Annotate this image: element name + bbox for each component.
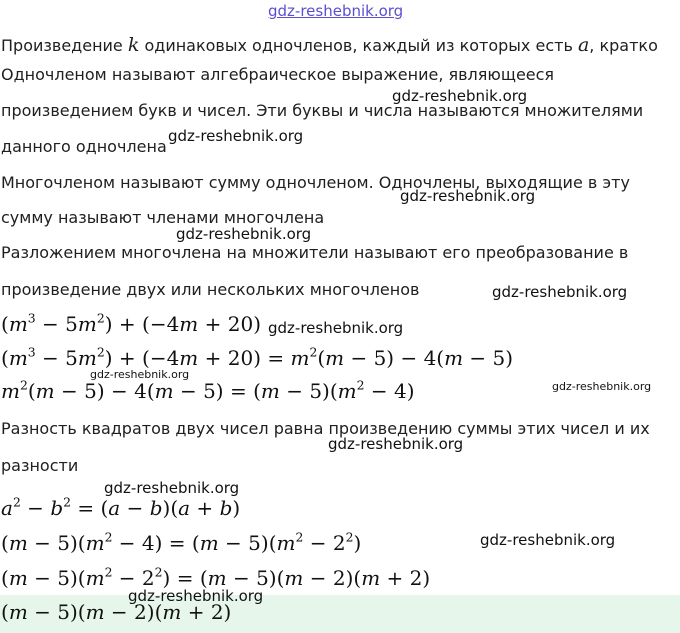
watermark: gdz-reshebnik.org (168, 127, 304, 145)
text-line-10: разности (1, 456, 79, 475)
text-line-2: Одночленом называют алгебраическое выражение, являющееся (1, 65, 555, 84)
text-line-4: данного одночлена (1, 137, 167, 156)
watermark: gdz-reshebnik.org (328, 435, 464, 453)
text-line-9: Разность квадратов двух чисел равна произведению суммы этих чисел и их (1, 419, 650, 438)
watermark: gdz-reshebnik.org (392, 87, 528, 105)
watermark: gdz-reshebnik.org (268, 319, 404, 337)
watermark: gdz-reshebnik.org (90, 368, 190, 381)
text-line-1: Произведение k одинаковых одночленов, каждый из которых есть a, кратко (1, 34, 658, 56)
watermark: gdz-reshebnik.org (176, 225, 312, 243)
watermark: gdz-reshebnik.org (480, 531, 616, 549)
math-line-6: $(m - 5)(m^2 - 2^2) = (m - 5)(m - 2)(m + 2)$ (1, 564, 431, 590)
watermark: gdz-reshebnik.org (552, 380, 652, 393)
math-line-5: $(m - 5)(m^2 - 4) = (m - 5)(m^2 - 2^2)$ (1, 529, 362, 555)
watermark: gdz-reshebnik.org (400, 187, 536, 205)
math-line-1: $(m^3 - 5m^2) + (-4m + 20)$ (1, 310, 261, 336)
math-line-2: $(m^3 - 5m^2) + (-4m + 20) = m^2(m - 5) - 4(m - 5)$ (1, 344, 514, 370)
text-line-7: Разложением многочлена на множители называют его преобразование в (1, 243, 629, 262)
answer-formula: (m − 5)(m − 2)(m + 2) (1, 600, 232, 624)
math-line-3: $m^2(m - 5) - 4(m - 5) = (m - 5)(m^2 - 4)$ (1, 377, 415, 403)
math-line-4: $a^2 - b^2 = (a - b)(a + b)$ (1, 494, 241, 520)
watermark: gdz-reshebnik.org (492, 283, 628, 301)
watermark: gdz-reshebnik.org (128, 587, 264, 605)
text-line-5: Многочленом называют сумму одночленом. Одночлены, выходящие в эту (1, 173, 630, 192)
watermark: gdz-reshebnik.org (104, 479, 240, 497)
text-line-8: произведение двух или нескольких многочленов (1, 280, 420, 299)
text-line-6: сумму называют членами многочлена (1, 208, 325, 227)
watermark-top[interactable]: gdz-reshebnik.org (268, 2, 404, 20)
text-line-3: произведением букв и чисел. Эти буквы и числа называются множителями (1, 101, 644, 120)
